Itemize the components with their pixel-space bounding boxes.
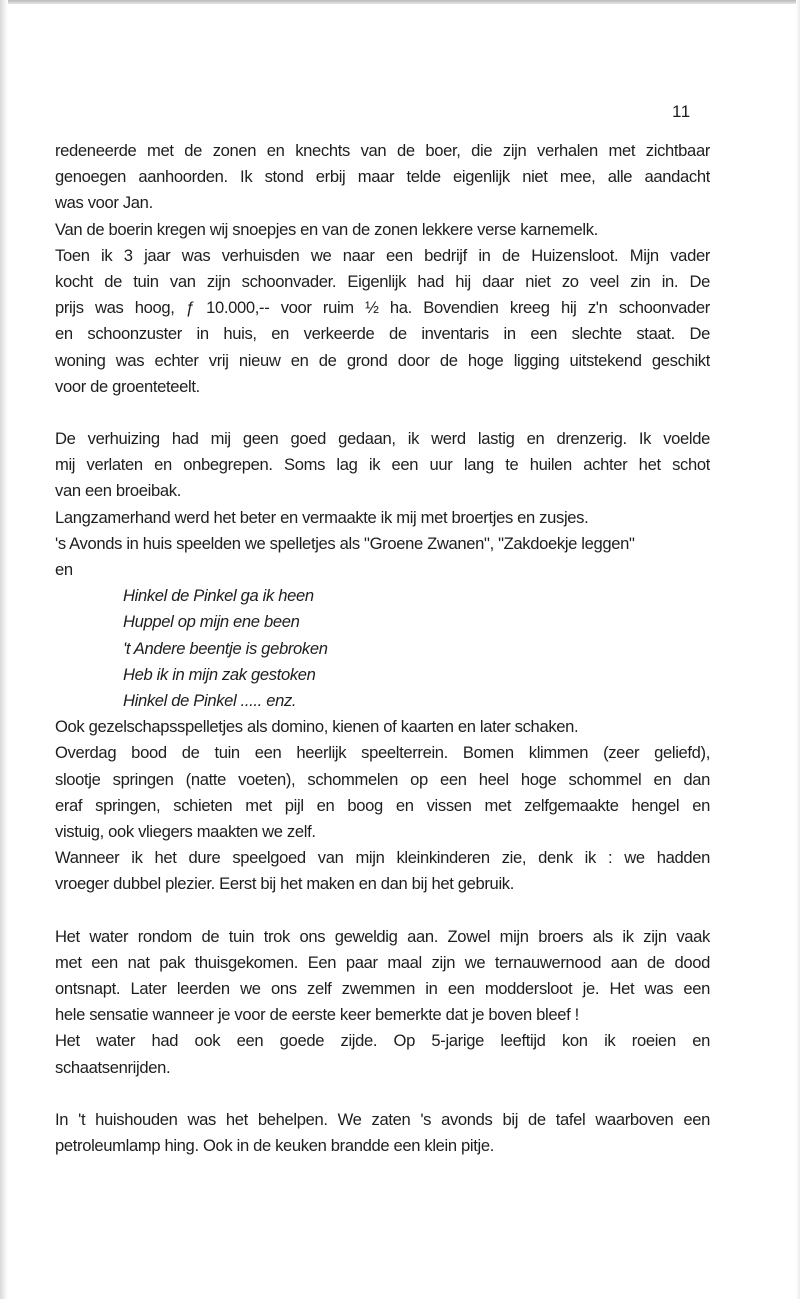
- scan-right-edge: [796, 0, 800, 1299]
- text-line: 's Avonds in huis speelden we spelletjes als "Groene Zwanen", "Zakdoekje leggen": [55, 533, 635, 553]
- text-line: en: [55, 560, 73, 579]
- text-line: voor de groenteteelt.: [55, 376, 200, 396]
- text-line: ontsnapt. Later leerden we ons zelf zwemmen in een moddersloot je. Het was een: [55, 979, 710, 998]
- text-line: slootje springen (natte voeten), schommelen op een heel hoge schommel en dan: [55, 769, 710, 789]
- text-line: eraf springen, schieten met pijl en boog en vissen met zelfgemaakte hengel en: [55, 795, 710, 815]
- text-line: vistuig, ook vliegers maakten we zelf.: [55, 821, 316, 841]
- text-line: genoegen aanhoorden. Ik stond erbij maar telde eigenlijk niet mee, alle aandacht: [55, 167, 710, 187]
- text-line: Langzamerhand werd het beter en vermaakte ik mij met broertjes en zusjes.: [55, 507, 589, 527]
- text-line: van een broeibak.: [55, 481, 181, 501]
- poem-line: 't Andere beentje is gebroken: [123, 638, 328, 658]
- text-line: hele sensatie wanneer je voor de eerste keer bemerkte dat je boven bleef !: [55, 1005, 579, 1025]
- scan-left-edge: [0, 0, 8, 1299]
- paragraph-games: [55, 714, 710, 897]
- text-line: In 't huishouden was het behelpen. We zaten 's avonds bij de tafel waarboven een: [55, 1109, 710, 1129]
- paragraph-childhood-farm: [55, 138, 710, 400]
- text-line: redeneerde met de zonen en knechts van de boer, die zijn verhalen met zichtbaar: [55, 141, 710, 160]
- text-line: Ook gezelschapsspelletjes als domino, kienen of kaarten en later schaken.: [55, 717, 579, 737]
- paragraph-moving: [55, 426, 710, 583]
- text-line: Overdag bood de tuin een heerlijk speelterrein. Bomen klimmen (zeer geliefd),: [55, 743, 710, 763]
- text-line: kocht de tuin van zijn schoonvader. Eigenlijk had hij daar niet zo veel zin in. De: [55, 271, 710, 291]
- poem-line: Huppel op mijn ene been: [123, 612, 300, 632]
- text-line: en schoonzuster in huis, en verkeerde de inventaris in een slechte staat. De: [55, 324, 710, 344]
- text-line: Van de boerin kregen wij snoepjes en van de zonen lekkere verse karnemelk.: [55, 219, 598, 239]
- text-line: Wanneer ik het dure speelgoed van mijn kleinkinderen zie, denk ik : we hadden: [55, 848, 710, 868]
- text-line: was voor Jan.: [55, 193, 153, 213]
- paragraph-gap: [55, 897, 710, 923]
- text-line: petroleumlamp hing. Ook in de keuken brandde een klein pitje.: [55, 1136, 494, 1156]
- text-line: Het water rondom de tuin trok ons geweldig aan. Zowel mijn broers als ik zijn vaak: [55, 926, 710, 946]
- text-line: Toen ik 3 jaar was verhuisden we naar een bedrijf in de Huizensloot. Mijn vader: [55, 245, 710, 265]
- page-number: 11: [672, 102, 691, 121]
- paragraph-household: [55, 1107, 710, 1159]
- paragraph-gap: [55, 1081, 710, 1107]
- poem-line: Heb ik in mijn zak gestoken: [123, 664, 316, 684]
- body-text: [55, 138, 710, 1159]
- text-line: Het water had ook een goede zijde. Op 5-jarige leeftijd kon ik roeien en: [55, 1031, 710, 1051]
- text-line: mij verlaten en onbegrepen. Soms lag ik een uur lang te huilen achter het schot: [55, 455, 710, 475]
- text-line: De verhuizing had mij geen goed gedaan, ik werd lastig en drenzerig. Ik voelde: [55, 429, 710, 449]
- paragraph-water: [55, 924, 710, 1081]
- paragraph-gap: [55, 400, 710, 426]
- text-line: vroeger dubbel plezier. Eerst bij het maken en dan bij het gebruik.: [55, 874, 514, 894]
- text-line: schaatsenrijden.: [55, 1057, 171, 1077]
- poem-hinkel-de-pinkel: [55, 583, 710, 714]
- scan-top-edge: [0, 0, 800, 4]
- text-line: met een nat pak thuisgekomen. Een paar maal zijn we ternauwernood aan de dood: [55, 952, 710, 972]
- text-line: woning was echter vrij nieuw en de grond door de hoge ligging uitstekend geschikt: [55, 350, 710, 370]
- poem-line: Hinkel de Pinkel ga ik heen: [123, 586, 314, 606]
- poem-line: Hinkel de Pinkel ..... enz.: [123, 690, 297, 710]
- text-line: prijs was hoog, ƒ 10.000,-- voor ruim ½ ha. Bovendien kreeg hij z'n schoonvader: [55, 298, 710, 318]
